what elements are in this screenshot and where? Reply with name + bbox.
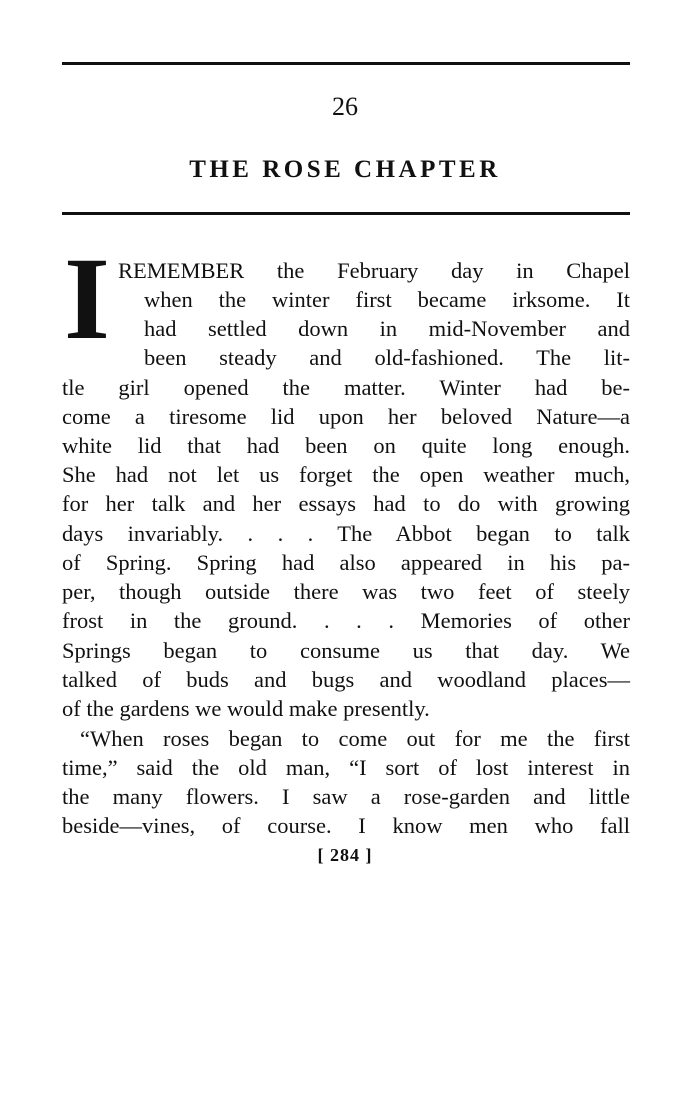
text-line: been steady and old-fashioned. The lit-	[144, 345, 630, 370]
text-line: had settled down in mid-November and	[144, 316, 630, 341]
chapter-title: THE ROSE CHAPTER	[189, 156, 501, 183]
top-rule	[62, 62, 630, 65]
text-line: “When roses began to come out for me the first	[80, 726, 630, 751]
chapter-number: 26	[332, 92, 358, 121]
text-line: per, though outside there was two feet of steely	[62, 579, 630, 604]
text-line: come a tiresome lid upon her beloved Nature—a	[62, 404, 630, 429]
text-line: of the gardens we would make presently.	[62, 696, 430, 721]
text-line: frost in the ground. . . . Memories of other	[62, 608, 630, 633]
text-line: white lid that had been on quite long enough.	[62, 433, 630, 458]
text-line: time,” said the old man, “I sort of lost interest in	[62, 755, 630, 780]
text-line: REMEMBER the February day in Chapel	[118, 258, 630, 283]
text-line: Springs began to consume us that day. We	[62, 638, 630, 663]
text-line: She had not let us forget the open weather much,	[62, 462, 630, 487]
page-number: [ 284 ]	[317, 845, 373, 865]
text-line: when the winter first became irksome. It	[144, 287, 630, 312]
text-line: days invariably. . . . The Abbot began to talk	[62, 521, 630, 546]
text-line: of Spring. Spring had also appeared in his pa-	[62, 550, 630, 575]
drop-cap: I	[64, 233, 110, 364]
text-line: the many flowers. I saw a rose-garden and little	[62, 784, 630, 809]
text-line: talked of buds and bugs and woodland places—	[62, 667, 630, 692]
bottom-rule	[62, 212, 630, 215]
text-line: beside—vines, of course. I know men who fall	[62, 813, 630, 838]
text-line: tle girl opened the matter. Winter had be-	[62, 375, 630, 400]
text-line: for her talk and her essays had to do with growing	[62, 491, 630, 516]
